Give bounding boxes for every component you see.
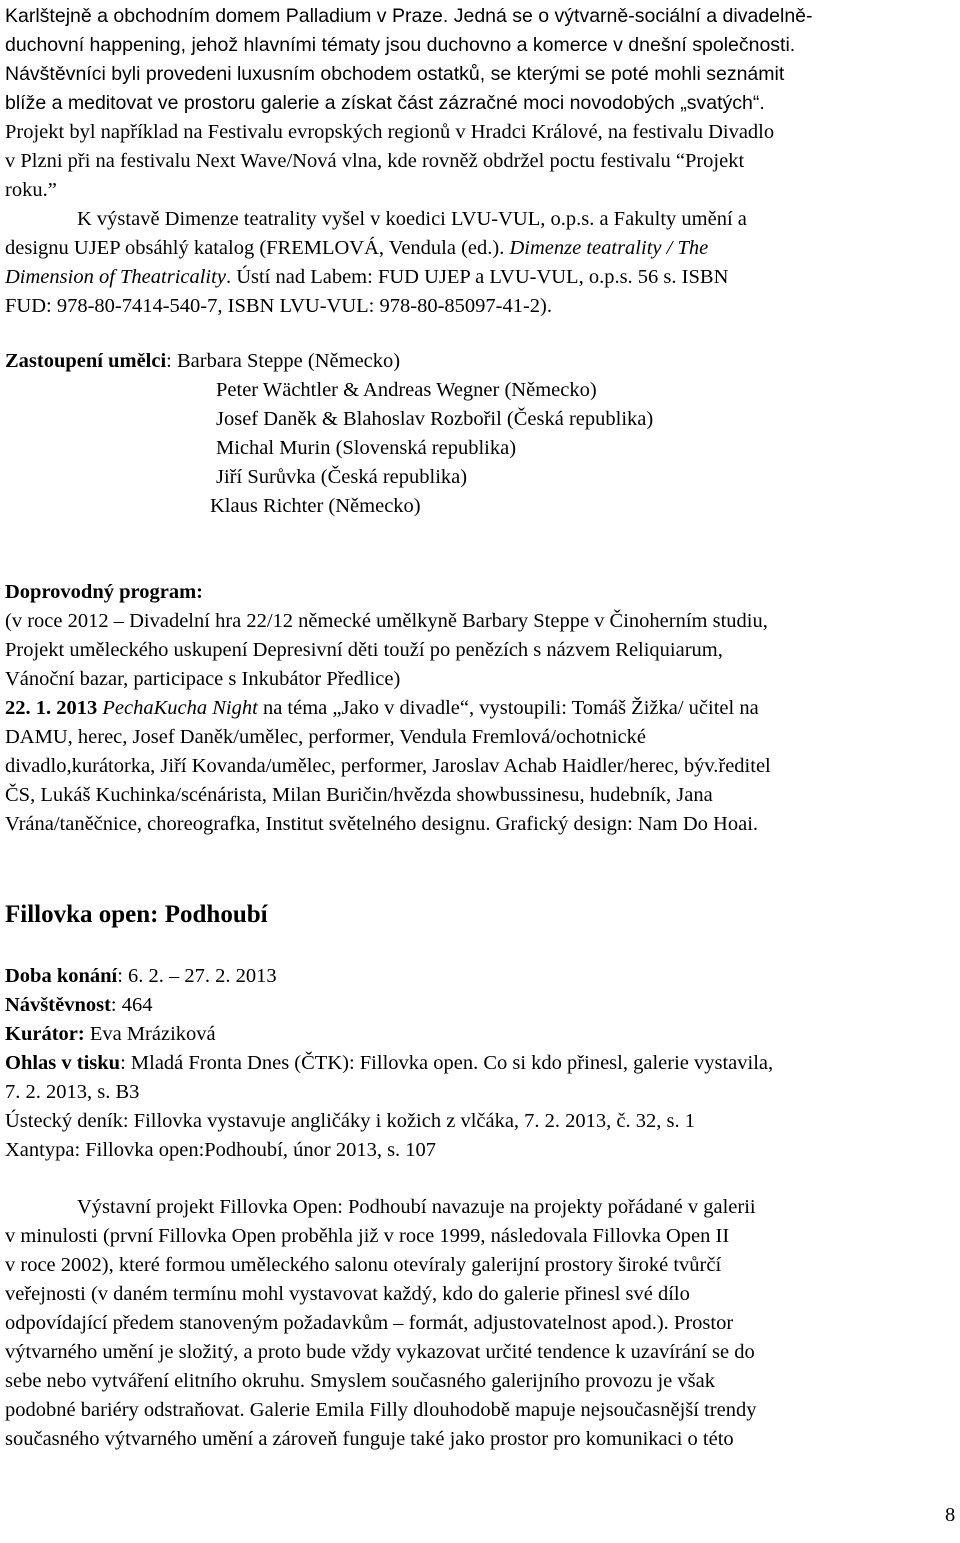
intro-line: Návštěvníci byli provedeni luxusním obchodem ostatků, se kterými se poté mohli seznámit <box>5 63 785 85</box>
body-line: Výstavní projekt Fillovka Open: Podhoubí navazuje na projekty pořádané v galerii <box>77 1196 756 1218</box>
body-line: odpovídající předem stanoveným požadavkům – formát, adjustovatelnost apod.). Prostor <box>5 1312 734 1334</box>
program-line: Vánoční bazar, participace s Inkubátor Předlice) <box>5 668 401 690</box>
program-line: Projekt uměleckého uskupení Depresivní děti touží po penězích s názvem Reliquiarum, <box>5 639 723 661</box>
artist-item: Michal Murin (Slovenská republika) <box>216 437 517 459</box>
intro-line: Projekt byl například na Festivalu evropských regionů v Hradci Králové, na festivalu Divadlo <box>5 121 775 143</box>
catalog-line: designu UJEP obsáhlý katalog (FREMLOVÁ, Vendula (ed.). Dimenze teatrality / The <box>5 237 709 259</box>
curator-line: Kurátor: Eva Mráziková <box>5 1023 216 1045</box>
program-line: 22. 1. 2013 PechaKucha Night na téma „Jako v divadle“, vystoupili: Tomáš Žižka/ učitel na <box>5 697 759 719</box>
artist-item: Jiří Surůvka (Česká republika) <box>216 466 468 488</box>
artists-label: Zastoupení umělci <box>5 350 167 372</box>
catalog-line: Dimension of Theatricality. Ústí nad Labem: FUD UJEP a LVU-VUL, o.p.s. 56 s. ISBN <box>5 266 729 288</box>
body-line: podobné bariéry odstraňovat. Galerie Emila Filly dlouhodobě mapuje nejsoučasnější trendy <box>5 1399 757 1421</box>
program-line: (v roce 2012 – Divadelní hra 22/12 německé umělkyně Barbary Steppe v Činoherním studiu, <box>5 610 768 632</box>
artist-item: Klaus Richter (Německo) <box>210 495 421 517</box>
catalog-title: Dimension of Theatricality <box>5 266 226 288</box>
intro-line: blíže a meditovat ve prostoru galerie a získat část zázračné moci novodobých „svatých“. <box>5 92 765 114</box>
body-line: v roce 2002), které formou uměleckého salonu otevíraly galerijní prostory široké tvůrčí <box>5 1254 722 1276</box>
artists-first-line: Zastoupení umělci: Barbara Steppe (Německo) <box>5 350 401 372</box>
press-label: Ohlas v tisku <box>5 1052 121 1074</box>
press-line: Xantypa: Fillovka open:Podhoubí, únor 2013, s. 107 <box>5 1139 437 1161</box>
press-line: Ohlas v tisku: Mladá Fronta Dnes (ČTK): Fillovka open. Co si kdo přinesl, galerie vystavila, <box>5 1052 774 1074</box>
body-line: současného výtvarného umění a zároveň funguje také jako prostor pro komunikaci o této <box>5 1428 734 1450</box>
catalog-title: Dimenze teatrality / The <box>509 237 709 259</box>
dates-label: Doba konání <box>5 965 118 987</box>
program-line: ČS, Lukáš Kuchinka/scénárista, Milan Buričin/hvězda showbussinesu, hudebník, Jana <box>5 784 713 806</box>
curator-label: Kurátor: <box>5 1023 85 1045</box>
dates-line: Doba konání: 6. 2. – 27. 2. 2013 <box>5 965 277 987</box>
page-number: 8 <box>945 1504 956 1526</box>
body-line: výtvarného umění je složitý, a proto bude vždy vykazovat určité tendence k uzavírání se do <box>5 1341 755 1363</box>
press-line: Ústecký deník: Fillovka vystavuje angličáky i kožich z vlčáka, 7. 2. 2013, č. 32, s. 1 <box>5 1110 696 1132</box>
intro-line: Karlštejně a obchodním domem Palladium v Praze. Jedná se o výtvarně-sociální a divadelně- <box>5 5 813 27</box>
body-line: v minulosti (první Fillovka Open proběhla již v roce 1999, následovala Fillovka Open II <box>5 1225 730 1247</box>
body-line: veřejnosti (v daném termínu mohl vystavovat každý, kdo do galerie přinesl své dílo <box>5 1283 690 1305</box>
program-event: PechaKucha Night <box>102 697 258 719</box>
intro-line: v Plzni při na festivalu Next Wave/Nová vlna, kde rovněž obdržel poctu festivalu “Projekt <box>5 150 745 172</box>
visits-label: Návštěvnost <box>5 994 111 1016</box>
artist-item: Josef Daněk & Blahoslav Rozbořil (Česká republika) <box>216 408 654 430</box>
intro-line: duchovní happening, jehož hlavními tématy jsou duchovno a komerce v dnešní společnosti. <box>5 34 796 56</box>
body-line: sebe nebo vytváření elitního okruhu. Smyslem současného galerijního provozu je však <box>5 1370 715 1392</box>
program-line: divadlo,kurátorka, Jiří Kovanda/umělec, performer, Jaroslav Achab Haidler/herec, býv.ředitel <box>5 755 771 777</box>
press-line: 7. 2. 2013, s. B3 <box>5 1081 140 1103</box>
program-label: Doprovodný program: <box>5 581 203 603</box>
artist-item: Peter Wächtler & Andreas Wegner (Německo) <box>216 379 597 401</box>
catalog-line: K výstavě Dimenze teatrality vyšel v koedici LVU-VUL, o.p.s. a Fakulty umění a <box>77 208 747 230</box>
catalog-line: FUD: 978-80-7414-540-7, ISBN LVU-VUL: 978-80-85097-41-2). <box>5 295 553 317</box>
section-title: Fillovka open: Podhoubí <box>5 901 268 928</box>
program-date: 22. 1. 2013 <box>5 697 98 719</box>
visits-line: Návštěvnost: 464 <box>5 994 153 1016</box>
intro-line: roku.” <box>5 179 57 201</box>
program-line: Vrána/taněčnice, choreografka, Institut světelného designu. Grafický design: Nam Do Hoai. <box>5 813 759 835</box>
program-line: DAMU, herec, Josef Daněk/umělec, performer, Vendula Fremlová/ochotnické <box>5 726 646 748</box>
